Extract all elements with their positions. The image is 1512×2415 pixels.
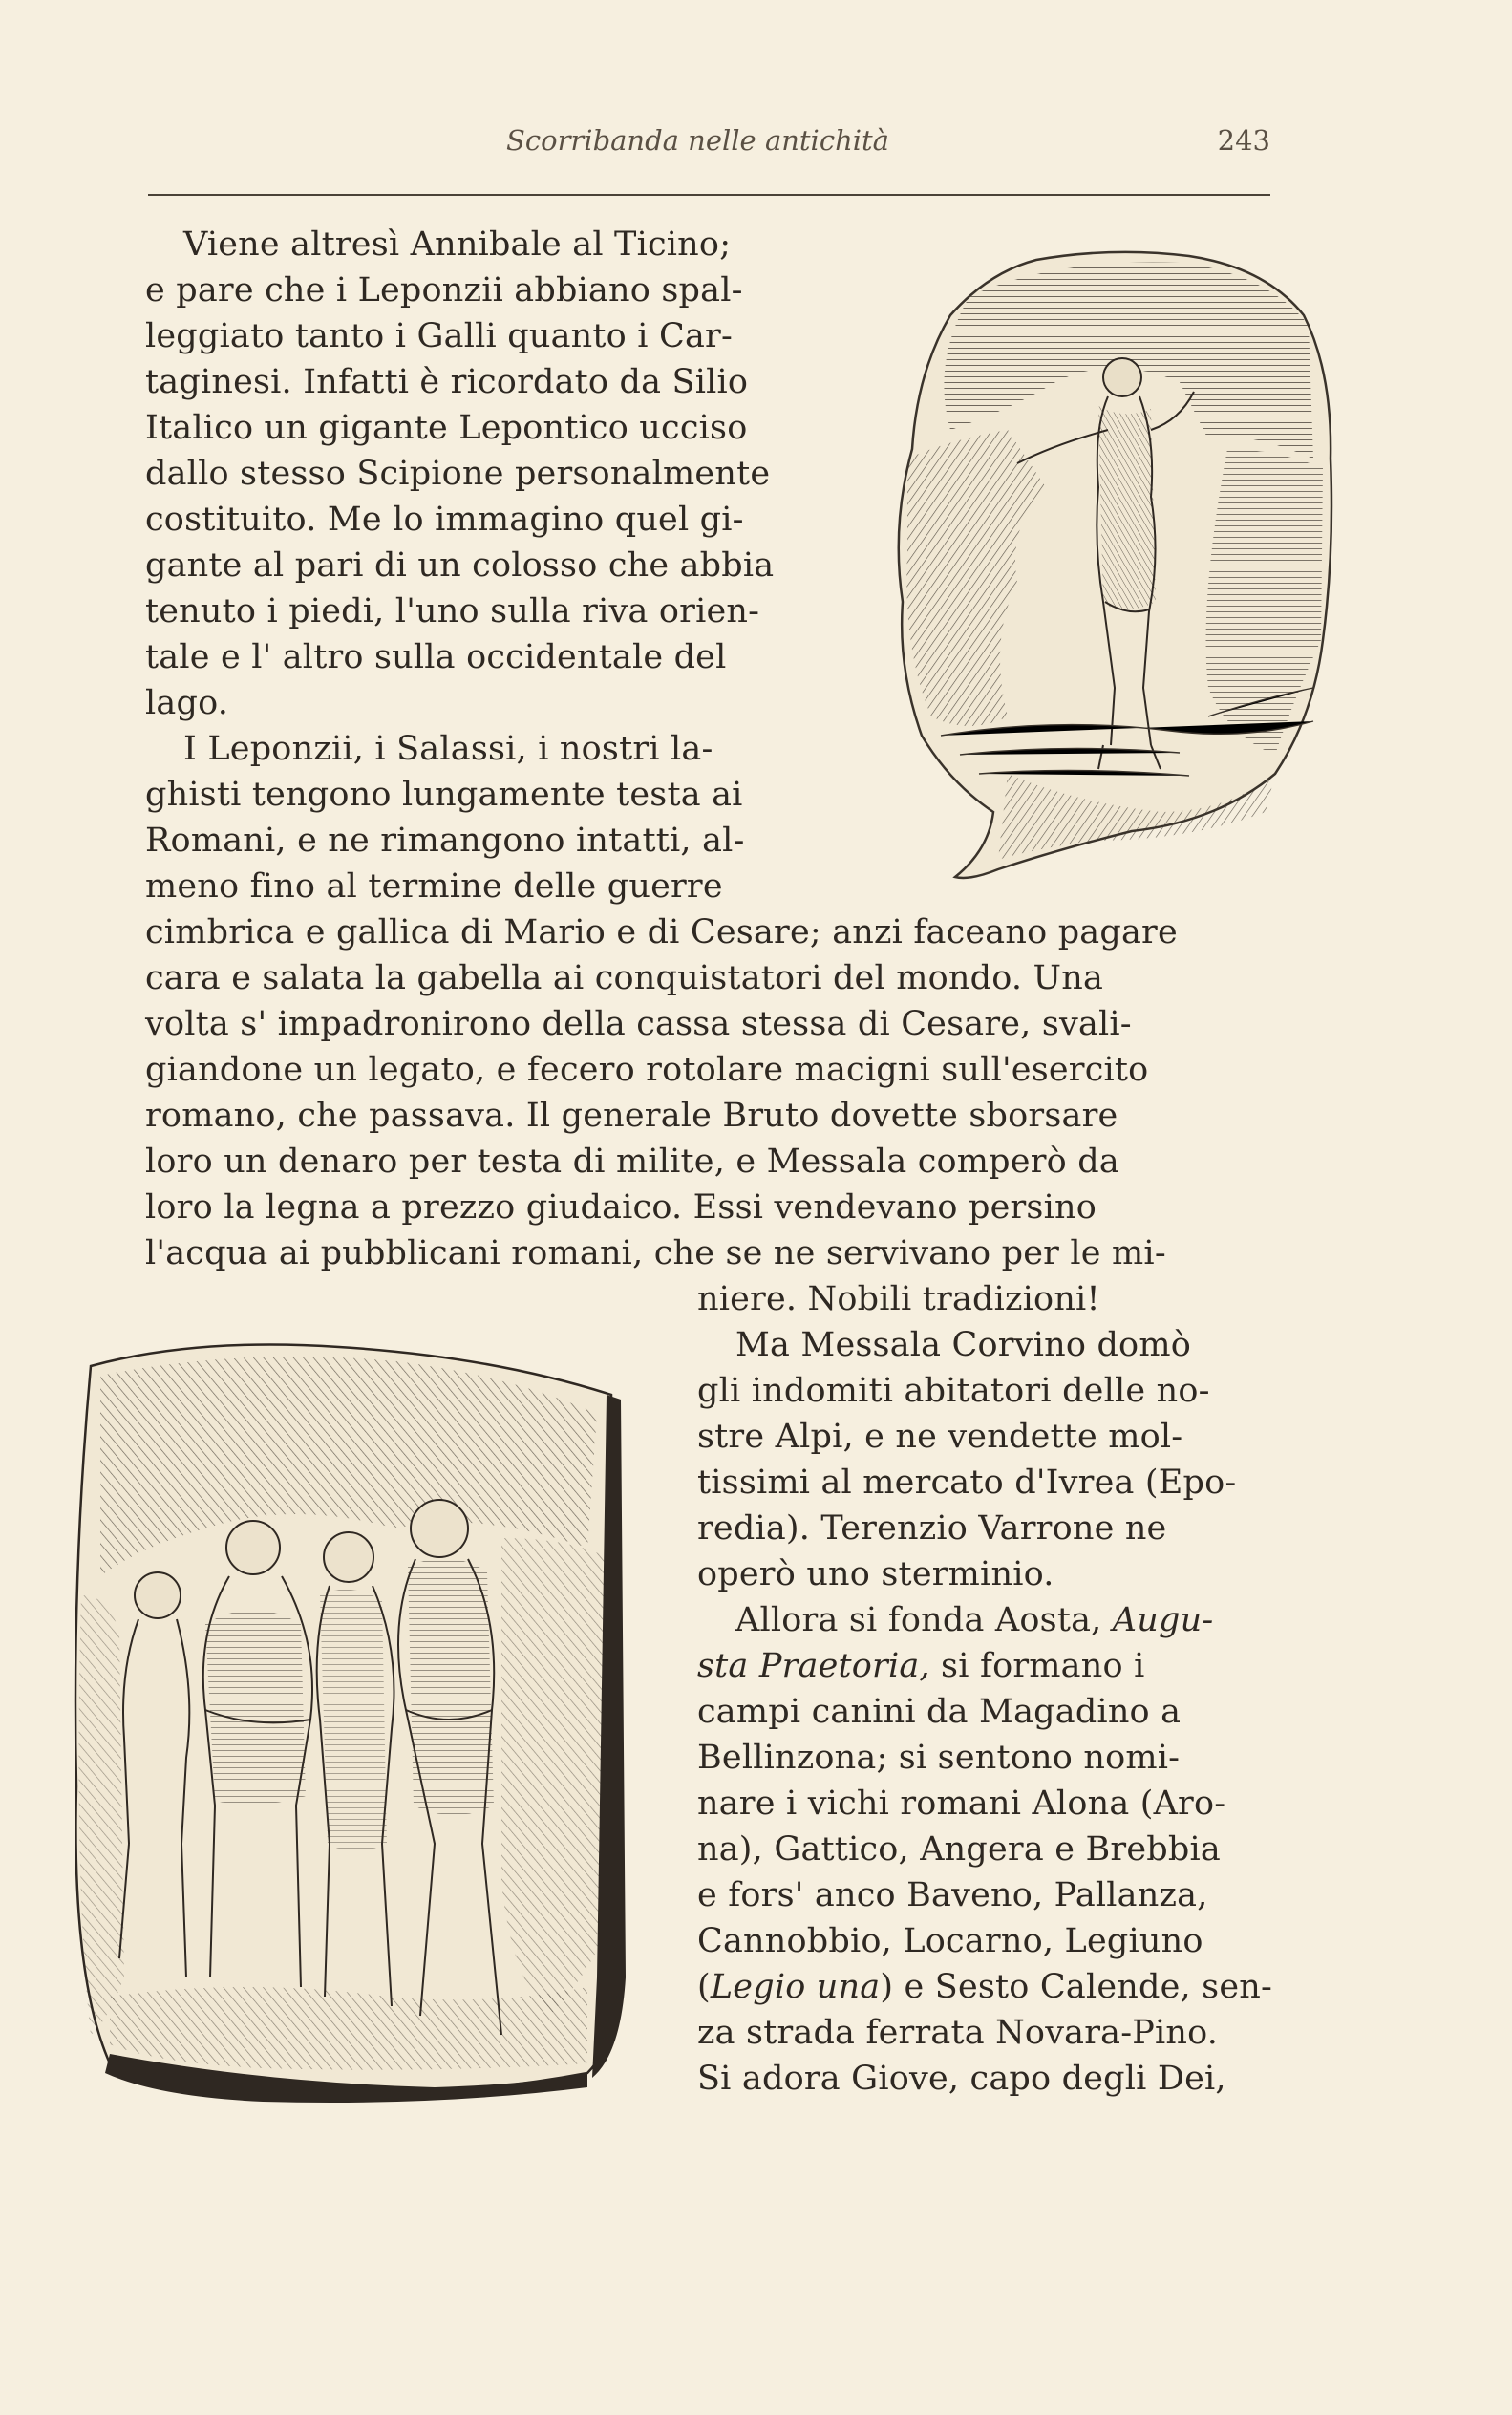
text-line: gante al pari di un colosso che abbia xyxy=(145,546,775,585)
text-line xyxy=(735,1597,1213,1643)
header-rule xyxy=(148,194,1270,196)
text-line: romano, che passava. Il generale Bruto dovette sborsare xyxy=(145,1097,1118,1135)
text-line: tenuto i piedi, l'uno sulla riva orien- xyxy=(145,592,760,630)
text-line: tissimi al mercato d'Ivrea (Epo- xyxy=(697,1464,1237,1502)
engraving-figure-top xyxy=(864,239,1342,908)
text-line: nare i vichi romani Alona (Aro- xyxy=(697,1785,1226,1823)
text-line: za strada ferrata Novara-Pino. xyxy=(697,2014,1219,2052)
text-line: l'acqua ai pubblicani romani, che se ne servivano per le mi- xyxy=(145,1234,1166,1272)
text-line: stre Alpi, e ne vendette mol- xyxy=(697,1418,1183,1456)
text-line: I Leponzii, i Salassi, i nostri la- xyxy=(183,730,713,768)
text-line: lago. xyxy=(145,684,229,722)
text-span: si formano i xyxy=(929,1647,1145,1685)
italic-span: Augu- xyxy=(1112,1601,1214,1639)
text-line: e fors' anco Baveno, Pallanza, xyxy=(697,1876,1208,1914)
running-title: Scorribanda nelle antichità xyxy=(506,124,889,157)
engraving-figure-bottom xyxy=(53,1309,645,2111)
text-line: niere. Nobili tradizioni! xyxy=(697,1280,1100,1318)
text-line: tale e l' altro sulla occidentale del xyxy=(145,638,727,676)
text-line: Italico un gigante Lepontico ucciso xyxy=(145,409,748,447)
text-line xyxy=(697,1964,1272,2010)
text-line: loro la legna a prezzo giudaico. Essi vendevano persino xyxy=(145,1188,1097,1227)
text-line: e pare che i Leponzii abbiano spal- xyxy=(145,271,743,310)
text-line: dallo stesso Scipione personalmente xyxy=(145,455,771,493)
text-line: loro un denaro per testa di milite, e Messala comperò da xyxy=(145,1143,1119,1181)
text-line: na), Gattico, Angera e Brebbia xyxy=(697,1830,1221,1869)
text-line: campi canini da Magadino a xyxy=(697,1693,1182,1731)
text-line: cimbrica e gallica di Mario e di Cesare; anzi faceano pagare xyxy=(145,913,1178,951)
text-line: Cannobbio, Locarno, Legiuno xyxy=(697,1922,1203,1960)
italic-span: sta Praetoria, xyxy=(697,1647,930,1685)
text-line xyxy=(697,1643,1145,1689)
text-line: Viene altresì Annibale al Ticino; xyxy=(183,225,732,264)
text-line: Bellinzona; si sentono nomi- xyxy=(697,1739,1181,1777)
text-line: meno fino al termine delle guerre xyxy=(145,867,723,906)
text-line: gli indomiti abitatori delle no- xyxy=(697,1372,1210,1410)
page-number: 243 xyxy=(1217,124,1270,157)
text-line: redia). Terenzio Varrone ne xyxy=(697,1509,1167,1548)
text-line: leggiato tanto i Galli quanto i Car- xyxy=(145,317,733,355)
text-line: Ma Messala Corvino domò xyxy=(735,1326,1191,1364)
text-span: ) e Sesto Calende, sen- xyxy=(880,1968,1273,2006)
text-line: volta s' impadronirono della cassa stessa di Cesare, svali- xyxy=(145,1005,1132,1043)
text-line: Romani, e ne rimangono intatti, al- xyxy=(145,822,745,860)
text-span: ( xyxy=(697,1968,711,2006)
text-line: operò uno sterminio. xyxy=(697,1555,1054,1593)
italic-span: Legio una xyxy=(710,1968,881,2006)
text-line: taginesi. Infatti è ricordato da Silio xyxy=(145,363,749,401)
text-line: costituito. Me lo immagino quel gi- xyxy=(145,501,744,539)
text-line: Si adora Giove, capo degli Dei, xyxy=(697,2060,1226,2098)
text-span: Allora si fonda Aosta, xyxy=(735,1601,1113,1639)
text-line: giandone un legato, e fecero rotolare macigni sull'esercito xyxy=(145,1051,1149,1089)
text-line: ghisti tengono lungamente testa ai xyxy=(145,776,743,814)
text-line: cara e salata la gabella ai conquistatori del mondo. Una xyxy=(145,959,1104,997)
running-header xyxy=(143,124,1270,162)
